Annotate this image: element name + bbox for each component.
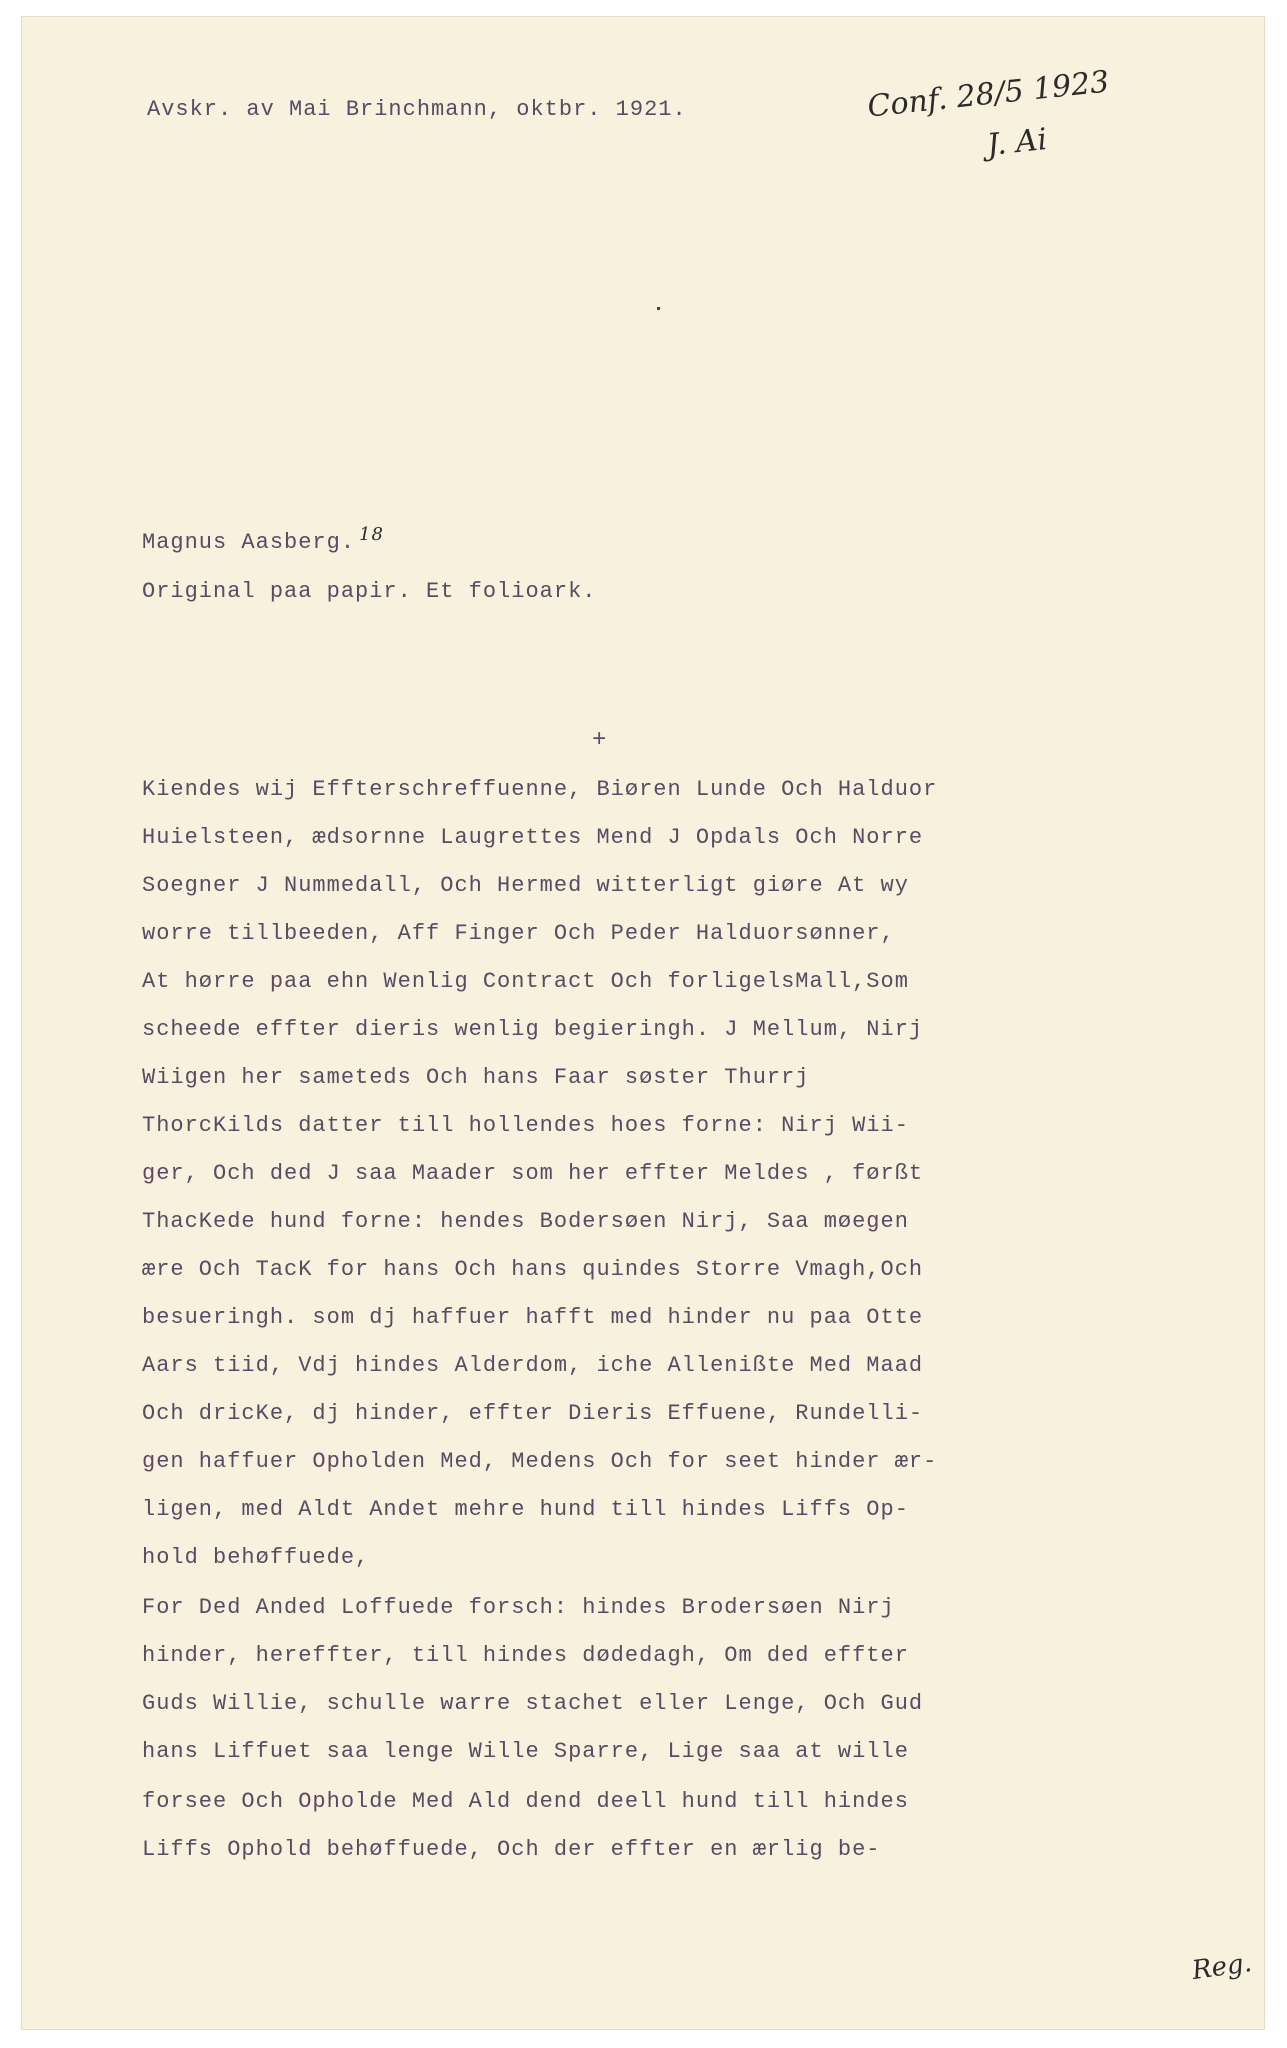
body-line: gen haffuer Opholden Med, Medens Och for seet hinder ær- [142,1449,938,1474]
body-line: ger, Och ded J saa Maader som her effter Meldes , førßt [142,1161,924,1186]
body-line: ThorcKilds datter till hollendes hoes forne: Nirj Wii- [142,1113,909,1138]
body-line: hinder, hereffter, till hindes dødedagh, Om ded effter [142,1643,909,1668]
body-line: besueringh. som dj haffuer hafft med hinder nu paa Otte [142,1305,924,1330]
record-name-note: 18 [359,524,384,545]
record-name: Magnus Aasberg. [142,530,356,555]
document-description: Original paa papir. Et folioark. [142,579,597,604]
body-line: scheede effter dieris wenlig begieringh. J Mellum, Nirj [142,1017,924,1042]
body-line: ThacKede hund forne: hendes Bodersøen Nirj, Saa møegen [142,1209,909,1234]
body-line: Huielsteen, ædsornne Laugrettes Mend J Opdals Och Norre [142,825,924,850]
ink-speck [657,307,660,310]
body-line: ligen, med Aldt Andet mehre hund till hindes Liffs Op- [142,1497,909,1522]
body-line: worre tillbeeden, Aff Finger Och Peder Halduorsønner, [142,921,895,946]
body-line: Kiendes wij Effterschreffuenne, Biøren Lunde Och Halduor [142,777,938,802]
document-title [142,524,384,555]
body-line: Aars tiid, Vdj hindes Alderdom, iche Allenißte Med Maad [142,1353,924,1378]
body-line: ære Och TacK for hans Och hans quindes Storre Vmagh,Och [142,1257,924,1282]
body-line: hans Liffuet saa lenge Wille Sparre, Lige saa at wille [142,1739,909,1764]
handwritten-initials: J. Ai [985,121,1049,164]
body-line: Liffs Ophold behøffuede, Och der effter en ærlig be- [142,1837,881,1862]
body-line: At hørre paa ehn Wenlig Contract Och forligelsMall,Som [142,969,909,994]
body-line: For Ded Anded Loffuede forsch: hindes Brodersøen Nirj [142,1595,895,1620]
body-line: Och dricKe, dj hinder, effter Dieris Effuene, Rundelli- [142,1401,924,1426]
transcriber-note: Avskr. av Mai Brinchmann, oktbr. 1921. [147,97,687,122]
footer-handwritten-note: Reg. [1190,1947,1254,1987]
body-line: forsee Och Opholde Med Ald dend deell hund till hindes [142,1789,909,1814]
body-line: Soegner J Nummedall, Och Hermed witterligt giøre At wy [142,873,909,898]
body-line: Wiigen her sameteds Och hans Faar søster Thurrj [142,1065,810,1090]
body-line: hold behøffuede, [142,1545,370,1570]
handwritten-annotation: Conf. 28/5 1923 [865,64,1111,125]
document-page [22,17,1264,2029]
body-line: Guds Willie, schulle warre stachet eller Lenge, Och Gud [142,1691,924,1716]
cross-mark: + [592,727,608,754]
